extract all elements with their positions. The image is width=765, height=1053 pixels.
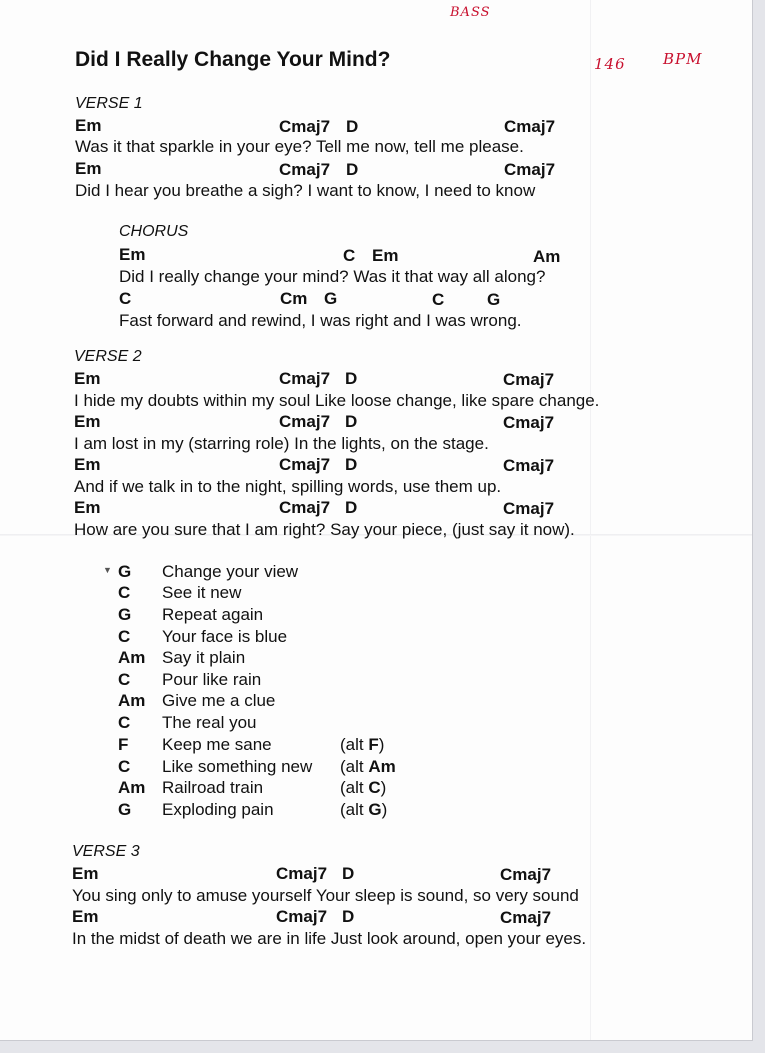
alt-chord-note: (alt C) bbox=[340, 778, 387, 797]
chord: Cmaj7 bbox=[279, 117, 331, 136]
bridge-lyric: Pour like rain bbox=[162, 670, 262, 689]
chord: Em bbox=[74, 412, 101, 431]
chord: Cmaj7 bbox=[500, 865, 552, 884]
chord: C bbox=[432, 290, 445, 309]
bridge-lyric: Keep me sane bbox=[162, 735, 272, 754]
chord: D bbox=[345, 498, 358, 517]
chord: Cmaj7 bbox=[279, 369, 331, 388]
chord: G bbox=[487, 290, 501, 309]
paper-crease bbox=[590, 0, 591, 1040]
lyric-line: How are you sure that I am right? Say your piece, (just say it now). bbox=[74, 520, 575, 539]
chord: Cmaj7 bbox=[279, 498, 331, 517]
bridge-lyric: Change your view bbox=[162, 562, 299, 581]
chord: Cmaj7 bbox=[503, 370, 555, 389]
chord: D bbox=[345, 455, 358, 474]
chord: Cmaj7 bbox=[279, 412, 331, 431]
chord: D bbox=[342, 907, 355, 926]
lyric-line: I am lost in my (starring role) In the lights, on the stage. bbox=[74, 434, 489, 453]
chord: Am bbox=[533, 247, 561, 266]
bridge-lyric: Give me a clue bbox=[162, 691, 276, 710]
chord: Em bbox=[72, 864, 99, 883]
lyric-line: Fast forward and rewind, I was right and I was wrong. bbox=[119, 311, 522, 330]
chord: Am bbox=[118, 691, 146, 710]
verse1-label: VERSE 1 bbox=[75, 95, 143, 112]
lyric-line: You sing only to amuse yourself Your sleep is sound, so very sound bbox=[72, 886, 579, 905]
chord: G bbox=[324, 289, 338, 308]
bridge-lyric: Railroad train bbox=[162, 778, 264, 797]
chord: C bbox=[118, 627, 131, 646]
chord: C bbox=[343, 246, 356, 265]
chord: Cm bbox=[280, 289, 308, 308]
chord: Cmaj7 bbox=[279, 160, 331, 179]
chord: F bbox=[118, 735, 129, 754]
chord: Em bbox=[372, 246, 399, 265]
chord: C bbox=[118, 670, 131, 689]
chord: G bbox=[118, 605, 132, 624]
bridge-lyric: Like something new bbox=[162, 757, 313, 776]
bridge-lyric: The real you bbox=[162, 713, 257, 732]
chord: C bbox=[118, 713, 131, 732]
alt-chord-note: (alt Am bbox=[340, 757, 396, 776]
chord: C bbox=[118, 757, 131, 776]
chord: Em bbox=[75, 116, 102, 135]
song-title: Did I Really Change Your Mind? bbox=[75, 48, 391, 71]
chord: Cmaj7 bbox=[279, 455, 331, 474]
lyric-line: And if we talk in to the night, spilling words, use them up. bbox=[74, 477, 502, 496]
chord: Cmaj7 bbox=[504, 117, 556, 136]
chord: D bbox=[346, 117, 359, 136]
alt-chord-note: (alt F) bbox=[340, 735, 385, 754]
chord: C bbox=[119, 289, 132, 308]
chorus-label: CHORUS bbox=[119, 223, 189, 240]
chord: D bbox=[345, 369, 358, 388]
chord: Em bbox=[74, 498, 101, 517]
chord: Am bbox=[118, 648, 146, 667]
pen-mark: ▼ bbox=[103, 565, 112, 575]
lyric-line: In the midst of death we are in life Just look around, open your eyes. bbox=[72, 929, 587, 948]
lyric-line: Did I hear you breathe a sigh? I want to know, I need to know bbox=[75, 181, 536, 200]
chord: D bbox=[346, 160, 359, 179]
chord: Em bbox=[72, 907, 99, 926]
chord: Em bbox=[74, 455, 101, 474]
chord: Em bbox=[75, 159, 102, 178]
bass-annotation: BASS bbox=[450, 5, 491, 20]
chord: Cmaj7 bbox=[276, 864, 328, 883]
lyric-line: Did I really change your mind? Was it that way all along? bbox=[119, 267, 546, 286]
bridge-lyric: Repeat again bbox=[162, 605, 264, 624]
chord: Cmaj7 bbox=[500, 908, 552, 927]
bridge-lyric: See it new bbox=[162, 583, 242, 602]
chord: Em bbox=[74, 369, 101, 388]
chord: Cmaj7 bbox=[503, 499, 555, 518]
bridge-lyric: Say it plain bbox=[162, 648, 246, 667]
chord: C bbox=[118, 583, 131, 602]
bpm-value-annotation: 146 bbox=[594, 55, 626, 73]
chord: Cmaj7 bbox=[276, 907, 328, 926]
chord: Cmaj7 bbox=[504, 160, 556, 179]
lyric-line: I hide my doubts within my soul Like loose change, like spare change. bbox=[74, 391, 600, 410]
chord: Am bbox=[118, 778, 146, 797]
alt-chord-note: (alt G) bbox=[340, 800, 388, 819]
bridge-lyric: Your face is blue bbox=[162, 627, 288, 646]
verse3-label: VERSE 3 bbox=[72, 843, 140, 860]
chord: D bbox=[342, 864, 355, 883]
chord: G bbox=[118, 562, 132, 581]
lyric-line: Was it that sparkle in your eye? Tell me now, tell me please. bbox=[75, 137, 524, 156]
chord: Cmaj7 bbox=[503, 413, 555, 432]
chord: D bbox=[345, 412, 358, 431]
bridge-lyric: Exploding pain bbox=[162, 800, 274, 819]
verse2-label: VERSE 2 bbox=[74, 348, 142, 365]
bpm-unit-annotation: BPM bbox=[663, 50, 703, 68]
chord: Cmaj7 bbox=[503, 456, 555, 475]
chord: Em bbox=[119, 245, 146, 264]
chord: G bbox=[118, 800, 132, 819]
